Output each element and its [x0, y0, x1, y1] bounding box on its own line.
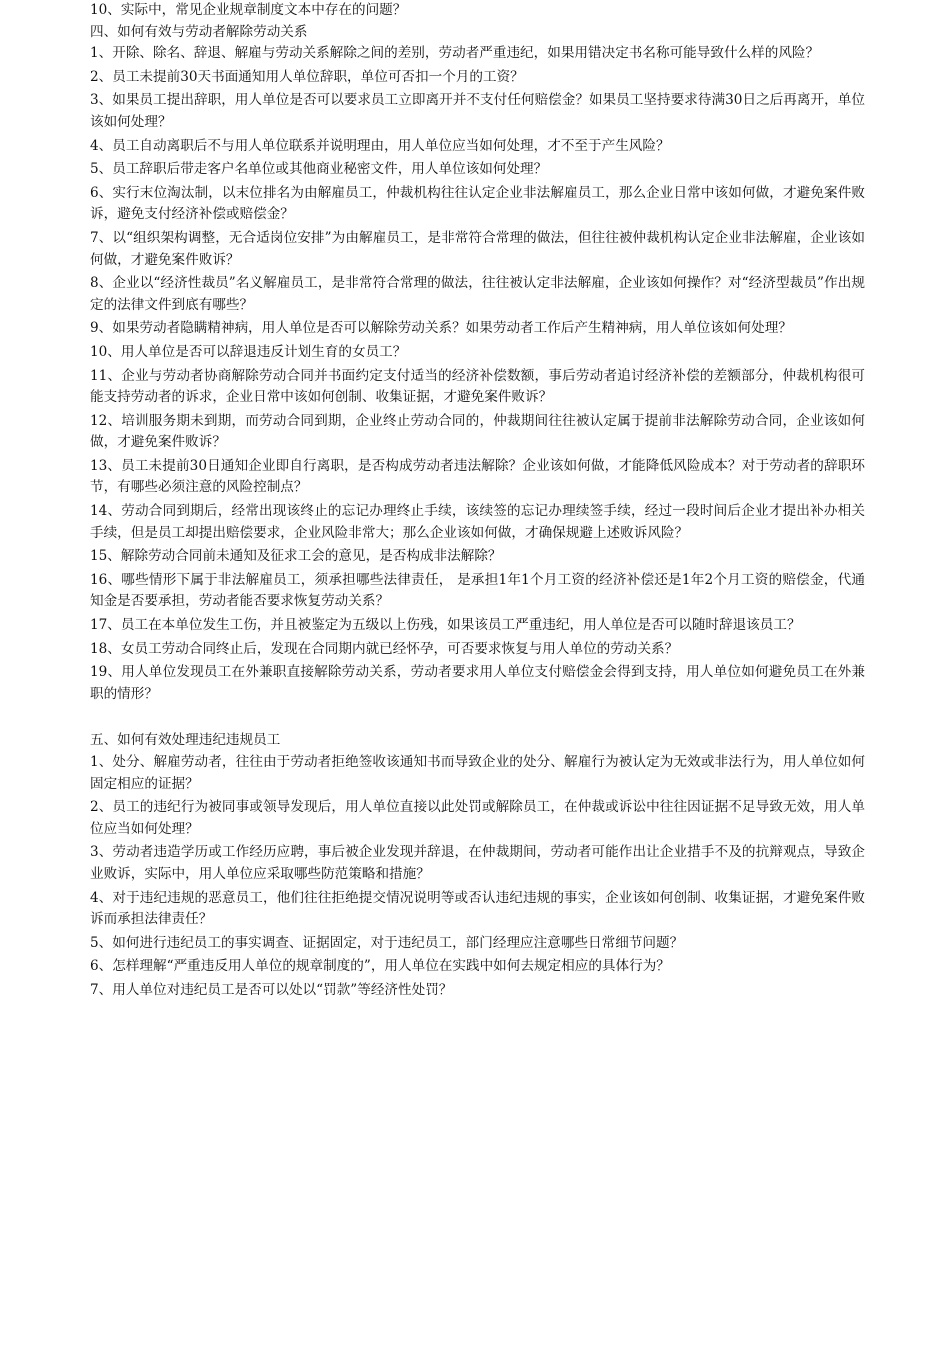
list-item: 13、员工未提前30日通知企业即自行离职，是否构成劳动者违法解除？企业该如何做，才能降低风险成本？对于劳动者的辞职环节，有哪些必须注意的风险控制点？ [90, 457, 865, 496]
list-item: 6、实行末位淘汰制，以末位排名为由解雇员工，仲裁机构往往认定企业非法解雇员工，那么企业日常中该如何做，才避免案件败诉，避免支付经济补偿或赔偿金？ [90, 184, 865, 223]
list-item: 2、员工的违纪行为被同事或领导发现后，用人单位直接以此处罚或解除员工，在仲裁或诉讼中往往因证据不足导致无效，用人单位应当如何处理？ [90, 799, 865, 837]
list-item: 8、企业以“经济性裁员”名义解雇员工，是非常符合常理的做法，往往被认定非法解雇，企业该如何操作？对“经济型裁员”作出规定的法律文件到底有哪些？ [90, 275, 865, 313]
list-item: 4、员工自动离职后不与用人单位联系并说明理由，用人单位应当如何处理，才不至于产生风险？ [90, 137, 670, 154]
list-item: 11、企业与劳动者协商解除劳动合同并书面约定支付适当的经济补偿数额，事后劳动者追讨经济补偿的差额部分，仲裁机构很可能支持劳动者的诉求，企业日常中该如何创制、收集证据，才避免案件败诉？ [90, 367, 865, 406]
list-item: 3、劳动者违造学历或工作经历应聘，事后被企业发现并辞退，在仲裁期间，劳动者可能作出让企业措手不及的抗辩观点，导致企业败诉，实际中，用人单位应采取哪些防范策略和措施？ [90, 844, 865, 882]
list-item: 9、如果劳动者隐瞒精神病，用人单位是否可以解除劳动关系？如果劳动者工作后产生精神病，用人单位该如何处理？ [90, 320, 792, 337]
list-item: 12、培训服务期未到期，而劳动合同到期，企业终止劳动合同的，仲裁期间往往被认定属于提前非法解除劳动合同，企业该如何做，才避免案件败诉？ [90, 412, 865, 451]
section-5-title: 五、如何有效处理违纪违规员工 [90, 732, 281, 749]
intro-item-10: 10、实际中，常见企业规章制度文本中存在的问题？ [90, 2, 407, 18]
list-item: 10、用人单位是否可以辞退违反计划生育的女员工？ [90, 343, 407, 360]
list-item: 16、哪些情形下属于非法解雇员工，须承担哪些法律责任， 是承担1年1个月工资的经济补偿还是1年2个月工资的赔偿金，代通知金是否要承担，劳动者能否要求恢复劳动关系？ [90, 571, 865, 610]
list-item: 5、如何进行违纪员工的事实调查、证据固定，对于违纪员工，部门经理应注意哪些日常细节问题？ [90, 934, 684, 951]
list-item: 5、员工辞职后带走客户名单位或其他商业秘密文件，用人单位该如何处理？ [90, 161, 548, 178]
list-item: 14、劳动合同到期后，经常出现该终止的忘记办理终止手续，该续签的忘记办理续签手续，经过一段时间后企业才提出补办相关手续，但是员工却提出赔偿要求，企业风险非常大；那么企业该如何做，才确保规避上述败诉风险？ [90, 503, 865, 541]
list-item: 6、怎样理解“严重违反用人单位的规章制度的”，用人单位在实践中如何去规定相应的具体行为？ [90, 958, 670, 975]
list-item: 3、如果员工提出辞职，用人单位是否可以要求员工立即离开并不支付任何赔偿金？如果员工坚持要求待满30日之后再离开，单位该如何处理？ [90, 92, 865, 130]
section-4-title: 四、如何有效与劳动者解除劳动关系 [90, 23, 308, 40]
list-item: 7、用人单位对违纪员工是否可以处以“罚款”等经济性处罚？ [90, 981, 453, 998]
list-item: 4、对于违纪违规的恶意员工，他们往往拒绝提交情况说明等或否认违纪违规的事实，企业该如何创制、收集证据，才避免案件败诉而承担法律责任？ [90, 889, 865, 928]
list-item: 19、用人单位发现员工在外兼职直接解除劳动关系，劳动者要求用人单位支付赔偿金会得到支持，用人单位如何避免员工在外兼职的情形？ [90, 664, 865, 702]
list-item: 1、开除、除名、辞退、解雇与劳动关系解除之间的差别，劳动者严重违纪，如果用错决定书名称可能导致什么样的风险？ [90, 45, 820, 62]
list-item: 15、解除劳动合同前未通知及征求工会的意见，是否构成非法解除？ [90, 548, 502, 565]
list-item: 17、员工在本单位发生工伤，并且被鉴定为五级以上伤残，如果该员工严重违纪，用人单位是否可以随时辞退该员工？ [90, 617, 801, 634]
document-page [90, 0, 865, 1345]
list-item: 1、处分、解雇劳动者，往往由于劳动者拒绝签收该通知书而导致企业的处分、解雇行为被认定为无效或非法行为，用人单位如何固定相应的证据？ [90, 754, 865, 792]
section-5 [90, 730, 865, 1001]
list-item: 7、以“组织架构调整，无合适岗位安排”为由解雇员工，是非常符合常理的做法，但往往被仲裁机构认定企业非法解雇，企业该如何做，才避免案件败诉？ [90, 229, 865, 268]
section-4 [90, 22, 865, 706]
list-item: 2、员工未提前30天书面通知用人单位辞职，单位可否扣一个月的工资？ [90, 68, 524, 85]
list-item: 18、女员工劳动合同终止后，发现在合同期内就已经怀孕，可否要求恢复与用人单位的劳动关系？ [90, 640, 679, 657]
